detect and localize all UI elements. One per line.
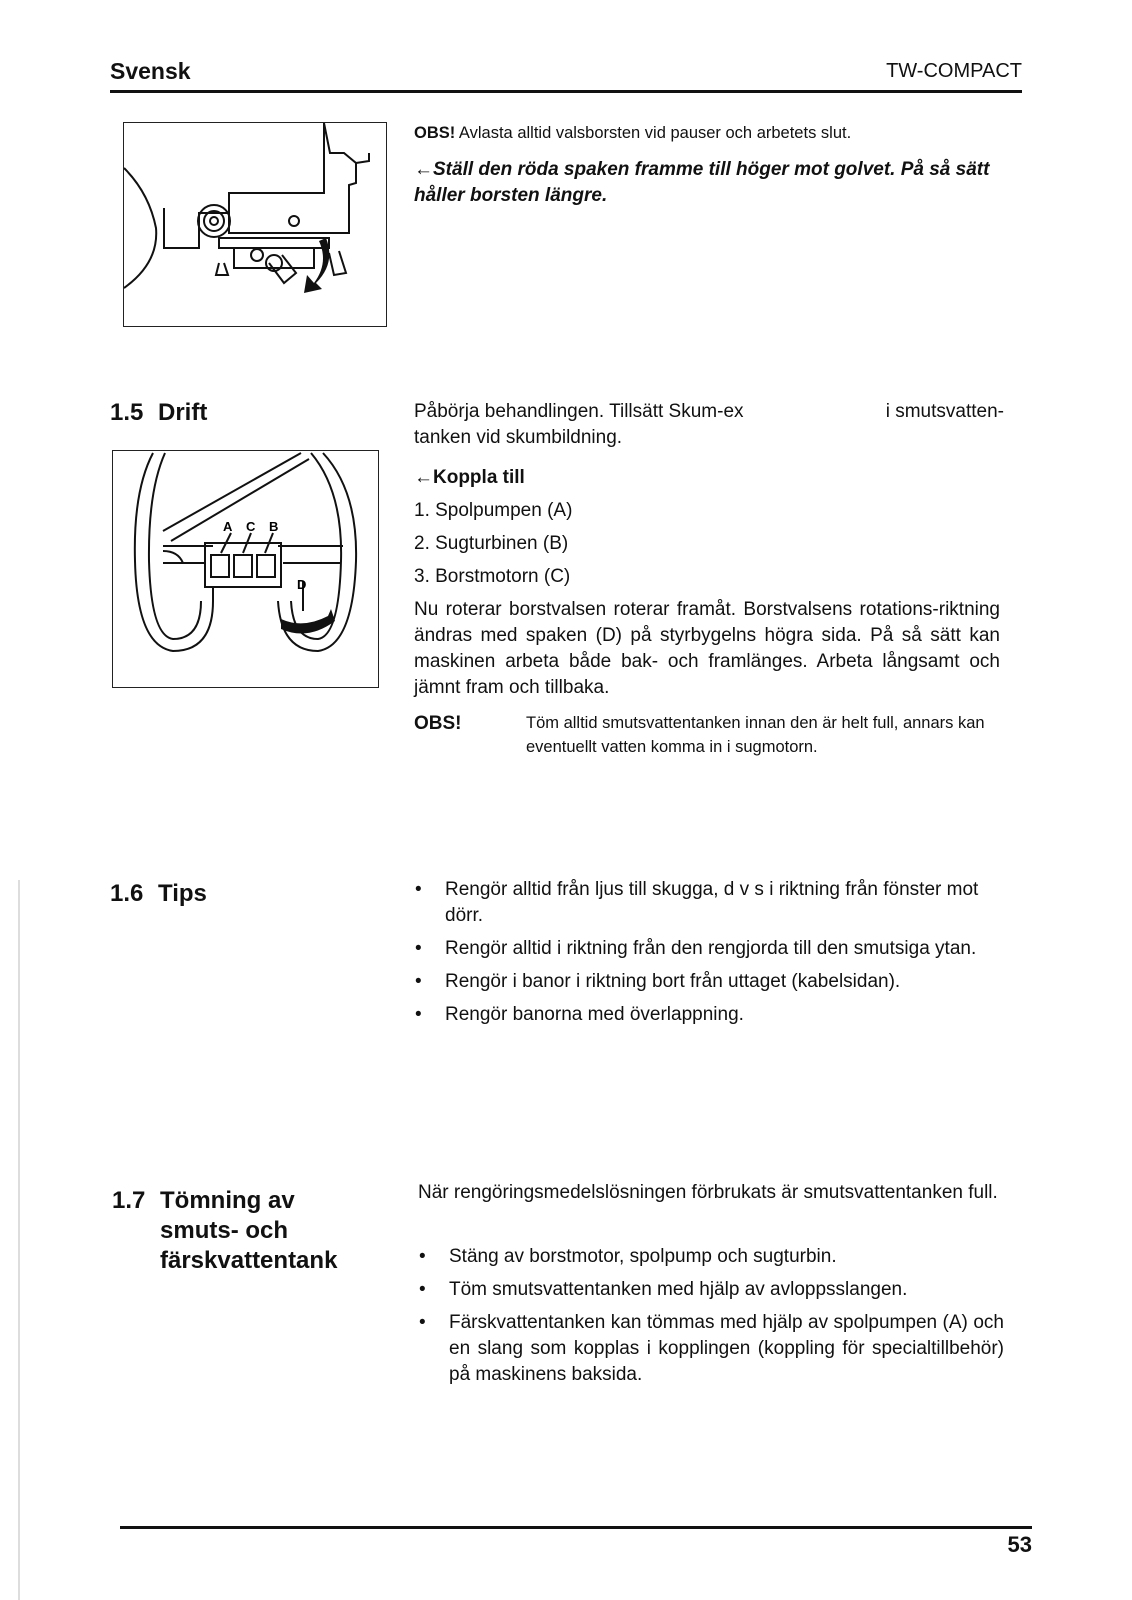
emptying-intro: När rengöringsmedelslösningen förbrukats är smutsvattentanken full. (418, 1182, 998, 1203)
drift-paragraph: Nu roterar borstvalsen roterar framåt. Borstvalsens rotations-riktning ändras med spaken (D) på styrbygelns högra sida. På så sätt kan maskinen arbeta både bak- och framlänges. Arbeta långsamt och jämnt fram och tillbaka. (414, 599, 1000, 698)
bullet-icon: • (415, 938, 422, 959)
section-title-line3: färskvattentank (160, 1247, 338, 1274)
handlebar-figure (112, 450, 379, 688)
obs-text: Avlasta alltid valsborsten vid pauser och arbetets slut. (455, 124, 852, 142)
obs-label: OBS! (414, 124, 456, 142)
tip-text: Rengör banorna med överlappning. (445, 1004, 744, 1025)
bullet-icon: • (419, 1279, 426, 1300)
list-item (416, 1244, 1004, 1270)
tip-text: Rengör i banor i riktning bort från uttaget (kabelsidan). (445, 971, 901, 992)
list-item (412, 1002, 1002, 1028)
bullet-icon: • (419, 1246, 426, 1267)
startup-steps (414, 494, 974, 593)
emptying-step-text: Stäng av borstmotor, spolpump och sugturbin. (449, 1246, 837, 1267)
bullet-icon: • (419, 1312, 426, 1333)
list-item (412, 936, 1002, 962)
lever-instruction: ←Ställ den röda spaken framme till höger mot golvet. På så sätt håller borsten längre. (414, 159, 990, 206)
drift-intro-part3: tanken vid skumbildning. (414, 427, 623, 448)
step-item: 3. Borstmotorn (C) (414, 566, 571, 587)
emptying-list (416, 1244, 1004, 1395)
drift-intro-part1: Påbörja behandlingen. Tillsätt Skum-ex (414, 401, 744, 422)
koppla-heading: ←Koppla till (414, 467, 525, 488)
obs-label-drift: OBS! (414, 713, 462, 734)
tips-list (412, 877, 1002, 1035)
section-title-text: Drift (158, 399, 208, 426)
label-d: D (297, 577, 307, 592)
list-item (412, 969, 1002, 995)
label-a: A (223, 519, 233, 534)
section-number: 1.6 (110, 880, 144, 907)
bullet-icon: • (415, 879, 422, 900)
list-item (416, 1310, 1004, 1388)
label-b: B (269, 519, 279, 534)
handlebar-illustration (113, 451, 378, 687)
drift-intro (414, 399, 1004, 451)
list-item (416, 1277, 1004, 1303)
header-language: Svensk (110, 58, 191, 84)
section-number: 1.5 (110, 399, 144, 426)
lever-figure (123, 122, 387, 327)
lever-illustration (124, 123, 386, 326)
section-title-line2: smuts- och (160, 1217, 289, 1244)
list-item (412, 877, 1002, 929)
page-number: 53 (1007, 1532, 1032, 1557)
step-item: 1. Spolpumpen (A) (414, 500, 573, 521)
tip-text: Rengör alltid från ljus till skugga, d v s i riktning från fönster mot dörr. (445, 879, 979, 926)
label-c: C (246, 519, 256, 534)
footer-divider (120, 1526, 1032, 1529)
section-1-7-title (112, 1186, 337, 1276)
section-1-6-title (110, 879, 207, 909)
step-item: 2. Sugturbinen (B) (414, 533, 569, 554)
section-title-text: Tips (158, 880, 207, 907)
section-title-line1: Tömning av (160, 1187, 295, 1214)
header-divider (110, 90, 1022, 93)
obs-text-drift: Töm alltid smutsvattentanken innan den är helt full, annars kan eventuellt vatten komma in i sugmotorn. (526, 714, 985, 756)
tip-text: Rengör alltid i riktning från den rengjorda till den smutsiga ytan. (445, 938, 977, 959)
bullet-icon: • (415, 971, 422, 992)
section-1-5-title (110, 398, 207, 428)
emptying-step-text: Färskvattentanken kan tömmas med hjälp av spolpumpen (A) och en slang som kopplas i kopplingen (koppling för specialtillbehör) på maskinens baksida. (449, 1312, 1004, 1385)
section-number: 1.7 (112, 1187, 146, 1214)
emptying-step-text: Töm smutsvattentanken med hjälp av avloppsslangen. (449, 1279, 908, 1300)
drift-intro-part2: i smutsvatten- (885, 401, 1004, 422)
obs-note-top (414, 121, 1014, 145)
bullet-icon: • (415, 1004, 422, 1025)
header-product: TW-COMPACT (886, 60, 1022, 82)
page-edge-shadow (18, 880, 20, 1600)
